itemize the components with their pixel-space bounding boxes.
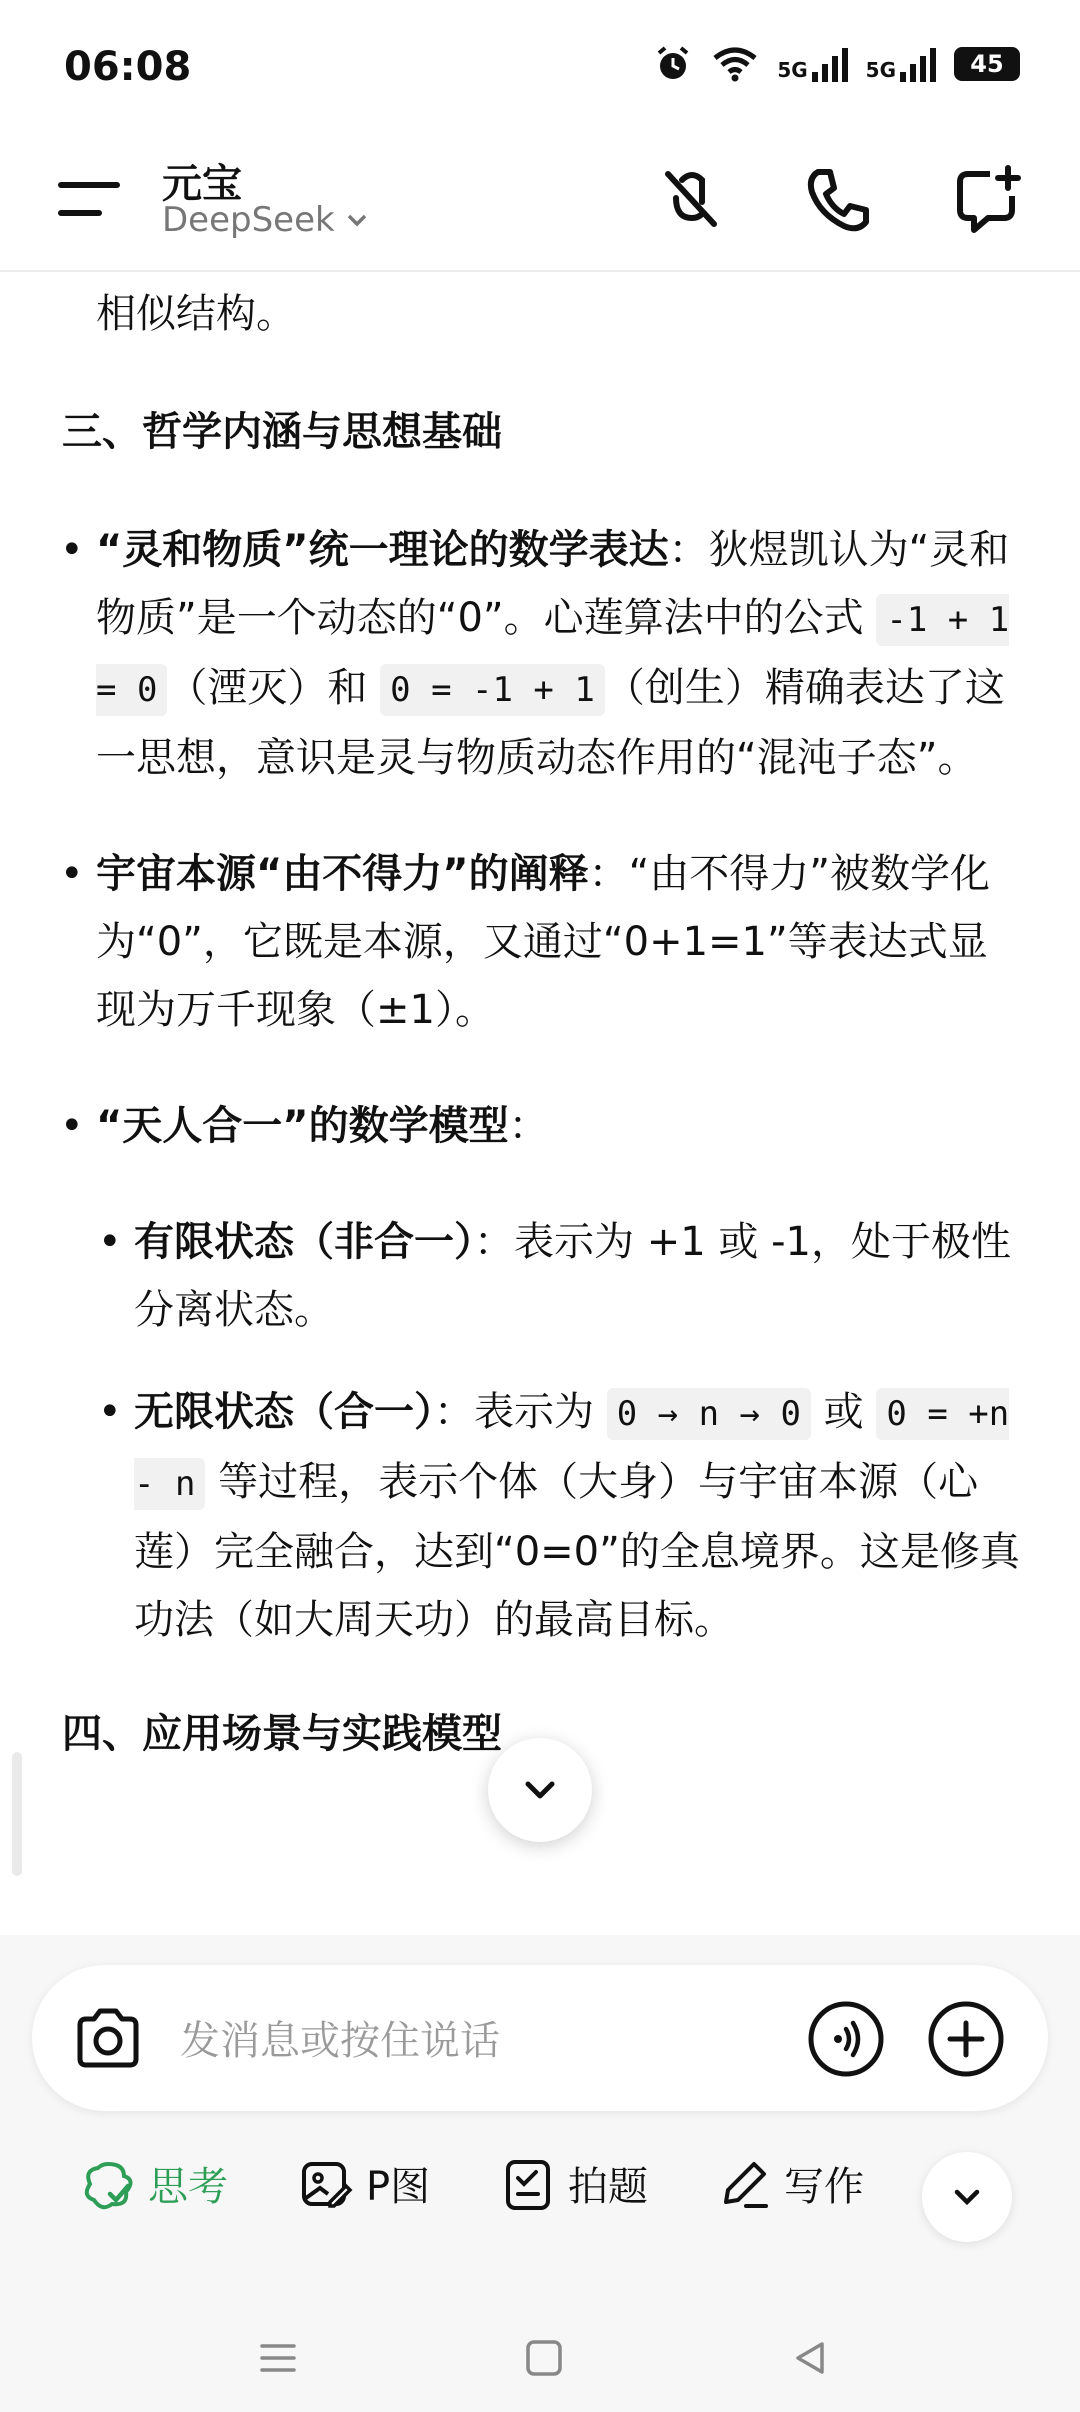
signal-1-label: 5G [777, 58, 808, 82]
message-input-bar[interactable] [32, 1965, 1048, 2111]
write-button[interactable] [716, 2155, 864, 2212]
inline-code: -1 + 1 = 0 [96, 594, 1009, 716]
sub-bullet-item [134, 1208, 1024, 1344]
think-button[interactable] [80, 2155, 228, 2212]
phone-icon[interactable] [798, 160, 878, 240]
chevron-down-icon [947, 2177, 987, 2217]
back-icon[interactable] [788, 2336, 832, 2380]
wifi-icon [711, 44, 759, 84]
message-input[interactable]: 发消息或按住说话 [180, 2018, 500, 2064]
menu-button[interactable] [58, 170, 122, 230]
alarm-icon [653, 44, 693, 84]
signal-2-icon [866, 46, 936, 82]
home-icon[interactable] [522, 2336, 566, 2380]
edge-handle[interactable] [12, 1752, 22, 1876]
status-bar [0, 0, 1080, 140]
bullet-title: “天人合一”的数学模型 [96, 1103, 509, 1149]
chevron-down-icon [343, 206, 371, 234]
bullet-text: （湮灭）和 [167, 665, 381, 711]
bullet-title: “灵和物质”统一理论的数学表达 [96, 527, 669, 573]
voice-call-icon[interactable] [806, 1999, 886, 2079]
signal-2-label: 5G [865, 58, 896, 82]
signal-1-icon [777, 46, 847, 82]
status-icons [653, 44, 1020, 84]
plus-icon[interactable] [926, 1999, 1006, 2079]
sub-bullet-title: 有限状态（非合一） [134, 1219, 474, 1265]
bullet-text: ： [508, 1103, 549, 1149]
photo-question-icon [500, 2156, 556, 2212]
tool-bar [0, 2135, 1080, 2245]
model-selector[interactable] [162, 200, 371, 240]
inline-code: 0 → n → 0 [607, 1388, 811, 1440]
bullet-item [96, 840, 1016, 1044]
scroll-to-bottom-button[interactable] [488, 1738, 592, 1842]
recent-apps-icon[interactable] [256, 2336, 300, 2380]
p-image-label: P图 [366, 2164, 431, 2210]
bullet-text: （创生）精确表达了这一思想，意识是灵与物质动态作用的“混沌子态”。 [96, 665, 1005, 781]
sub-bullet-text: 等过程，表示个体（大身）与宇宙本源（心莲）完全融合，达到“0=0”的全息境界。这是修真功法（如大周天功）的最高目标。 [134, 1459, 1020, 1643]
bullet-text: ：“由不得力”被数学化为“0”，它既是本源，又通过“0+1=1”等表达式显现为万千现象（±1）。 [96, 851, 991, 1033]
section-3-heading: 三、哲学内涵与思想基础 [62, 409, 502, 455]
photo-question-button[interactable] [500, 2155, 648, 2212]
bullet-title: 宇宙本源“由不得力”的阐释 [96, 851, 589, 897]
p-image-button[interactable] [298, 2155, 430, 2212]
system-nav-bar [0, 2300, 1080, 2412]
mute-icon[interactable] [652, 160, 732, 240]
write-label: 写作 [784, 2164, 864, 2210]
sub-bullet-title: 无限状态（合一） [134, 1389, 434, 1435]
photo-question-label: 拍题 [568, 2164, 648, 2210]
bullet-item [96, 1092, 1016, 1160]
sub-bullet-text: ：表示为 [434, 1389, 607, 1435]
camera-icon[interactable] [70, 2001, 146, 2077]
status-time: 06:08 [64, 44, 192, 90]
chevron-down-icon [518, 1768, 562, 1812]
bullet-item [96, 516, 1016, 792]
inline-code: 0 = +n - n [134, 1388, 1009, 1510]
section-4-heading: 四、应用场景与实践模型 [62, 1711, 502, 1757]
battery-icon: 45 [954, 47, 1020, 81]
new-chat-icon[interactable] [948, 160, 1028, 240]
sub-bullet-text: ：表示为 +1 或 -1，处于极性分离状态。 [134, 1219, 1011, 1333]
bullet-text: ：狄煜凯认为“灵和物质”是一个动态的“0”。心莲算法中的公式 [96, 527, 1010, 641]
more-tools-button[interactable] [922, 2152, 1012, 2242]
previous-paragraph [96, 270, 1016, 348]
message-content[interactable] [0, 270, 1080, 1935]
sub-bullet-text: 或 [810, 1389, 877, 1435]
image-edit-icon [298, 2156, 354, 2212]
sub-bullet-item [134, 1378, 1024, 1654]
think-label: 思考 [148, 2164, 228, 2210]
pen-icon [716, 2156, 772, 2212]
previous-line-2: 相似结构。 [96, 291, 296, 337]
chat-header [0, 140, 1080, 272]
think-icon [80, 2156, 136, 2212]
app-title: 元宝 [162, 161, 242, 207]
inline-code: 0 = -1 + 1 [380, 664, 605, 716]
model-name: DeepSeek [162, 200, 335, 240]
